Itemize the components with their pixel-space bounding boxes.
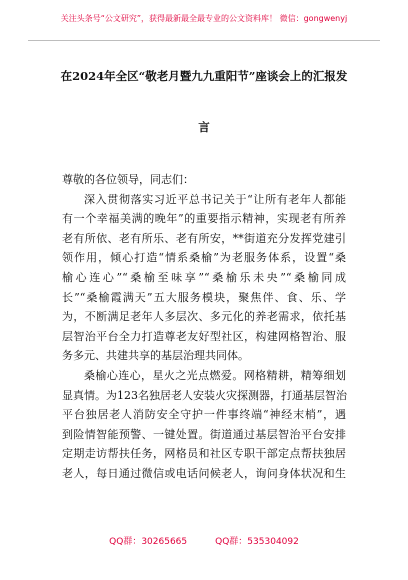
paragraph-1-line: 领作用，倾心打造“情系桑榆”为老服务体系，设置“桑 xyxy=(62,251,346,265)
paragraph-1-line: 层智治平台全力打造尊老友好型社区，构建网格智治、服 xyxy=(62,329,346,343)
paragraph-2-line: 到险情智能预警、一键处置。街道通过基层智治平台安排 xyxy=(62,427,346,441)
paragraph-2-line: 显真情。为123名独居老人安装火灾探测器，打通基层智治 xyxy=(62,388,347,402)
paragraph-1-line: 务多元、共建共享的基层治理共同体。 xyxy=(62,349,249,363)
footer-qq-group-2: QQ群：535304092 xyxy=(215,537,299,547)
paragraph-2-line: 平台独居老人消防安全守护一件事终端“神经末梢”，遇 xyxy=(62,408,346,422)
paragraph-2-line: 老人，每日通过微信或电话问候老人，询问身体状况和生 xyxy=(62,466,346,480)
document-title-line-2: 言 xyxy=(198,120,210,134)
header-divider xyxy=(28,40,380,41)
document-title-line-1: 在2024年全区“敬老月暨九九重阳节”座谈会上的汇报发 xyxy=(60,69,348,83)
paragraph-1-line: 为，不断满足老年人多层次、多元化的养老需求，依托基 xyxy=(62,310,346,324)
paragraph-2-line: 定期走访帮扶任务，网格员和社区专职干部定点帮扶独居 xyxy=(62,447,346,461)
paragraph-1-line: 长”“桑榆霞满天”五大服务模块，聚焦伴、食、乐、学 xyxy=(62,290,346,304)
footer-qq-groups xyxy=(0,534,408,547)
document-body xyxy=(62,170,346,484)
paragraph-2 xyxy=(62,366,346,484)
footer-qq-group-1: QQ群：30265665 xyxy=(109,537,188,547)
paragraph-1-line: 榆心连心”“桑榆至味享”“桑榆乐未央”“桑榆同成 xyxy=(62,270,346,284)
salutation: 尊敬的各位领导，同志们： xyxy=(62,173,194,186)
paragraph-1-line: 老有所依、老有所乐、老有所安，**街道充分发挥党建引 xyxy=(62,231,346,245)
paragraph-2-line: 桑榆心连心，星火之光点燃爱。网格精耕，精筹细划 xyxy=(84,368,346,382)
paragraph-1 xyxy=(62,190,346,366)
paragraph-1-line: 有一个幸福美满的晚年”的重要指示精神，实现老有所养 xyxy=(62,212,346,226)
paragraph-1-line: 深入贯彻落实习近平总书记关于“让所有老年人都能 xyxy=(84,192,346,206)
header-notice: 关注头条号“公文研究”，获得最新最全最专业的公文资料库！ 微信：gongwenyj xyxy=(60,14,348,23)
